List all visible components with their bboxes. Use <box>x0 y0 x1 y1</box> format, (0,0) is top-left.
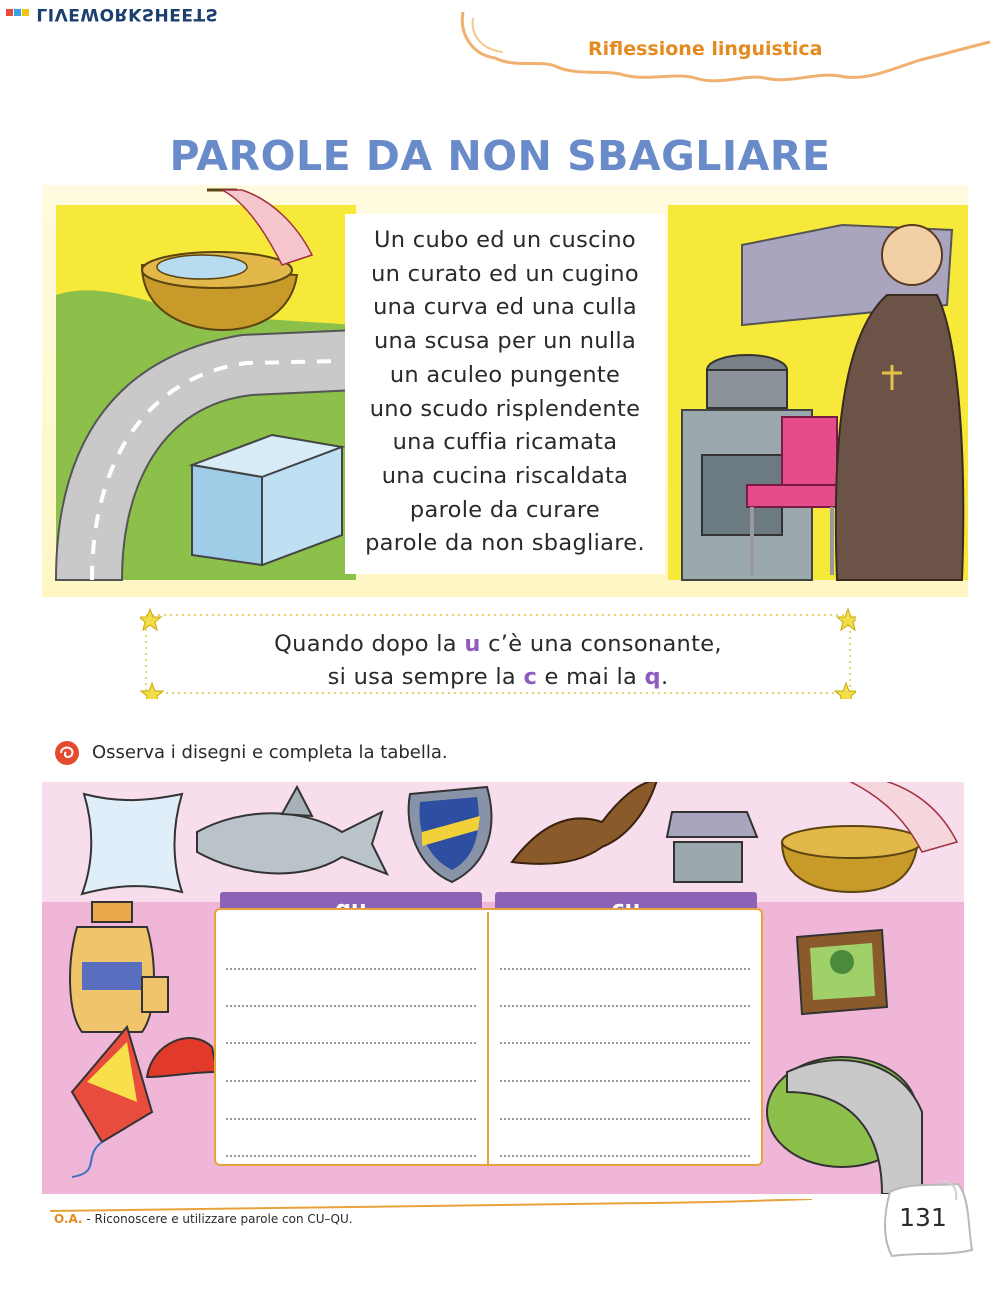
poem-line: un aculeo pungente <box>389 361 621 388</box>
grammar-rule <box>140 628 856 694</box>
picture-frame-icon <box>797 930 887 1014</box>
answer-line-cu[interactable] <box>500 968 750 970</box>
answer-line-cu[interactable] <box>500 1118 750 1120</box>
page-number: 131 <box>899 1203 947 1232</box>
poem-line: parole da non sbagliare. <box>365 530 645 557</box>
answer-line-qu[interactable] <box>226 1155 476 1157</box>
answer-line-qu[interactable] <box>226 1042 476 1044</box>
instruction: Osserva i disegni e completa la tabella. <box>92 742 448 763</box>
rule-highlight: u <box>464 631 481 657</box>
liveworksheets-logo <box>6 2 219 24</box>
answer-line-qu[interactable] <box>226 1118 476 1120</box>
page-title: PAROLE DA NON SBAGLIARE <box>169 132 831 180</box>
poem <box>345 224 665 561</box>
rule-highlight: q <box>644 664 661 690</box>
star-icon <box>140 609 161 630</box>
rule-highlight: c <box>523 664 538 690</box>
answer-line-qu[interactable] <box>226 1080 476 1082</box>
section-label: Riflessione linguistica <box>588 38 823 60</box>
pillow-icon <box>82 794 182 894</box>
poem-line: una scusa per un nulla <box>373 328 637 355</box>
poem-line: Un cubo ed un cuscino <box>374 227 636 253</box>
poem-line: uno scudo risplendente <box>369 395 641 422</box>
exercise-icon <box>54 740 80 766</box>
poem-line: un curato ed un cugino <box>371 260 639 287</box>
answer-line-cu[interactable] <box>500 1042 750 1044</box>
answer-line-qu[interactable] <box>226 1005 476 1007</box>
oa-text: - Riconoscere e utilizzare parole con CU–QU. <box>82 1212 353 1226</box>
answer-line-cu[interactable] <box>500 1005 750 1007</box>
answer-line-qu[interactable] <box>226 968 476 970</box>
star-icon <box>837 609 856 630</box>
table-divider <box>487 912 489 1164</box>
rule-text: e mai la <box>537 664 645 690</box>
answer-line-cu[interactable] <box>500 1155 750 1157</box>
rule-text: . <box>660 664 669 690</box>
rule-text: Quando dopo la <box>274 631 465 657</box>
rule-text: c’è una consonante, <box>480 631 722 657</box>
rule-text: si usa sempre la <box>327 664 524 690</box>
poem-line: una curva ed una culla <box>373 294 637 321</box>
answer-line-cu[interactable] <box>500 1080 750 1082</box>
oa-label: O.A. <box>54 1212 83 1226</box>
poem-line: parole da curare <box>409 496 601 523</box>
poem-line: una cuffia ricamata <box>392 429 618 456</box>
learning-objective <box>54 1212 353 1226</box>
logo-text: LIVEWORKSHEETS <box>36 4 219 24</box>
poem-line: una cucina riscaldata <box>381 462 629 489</box>
